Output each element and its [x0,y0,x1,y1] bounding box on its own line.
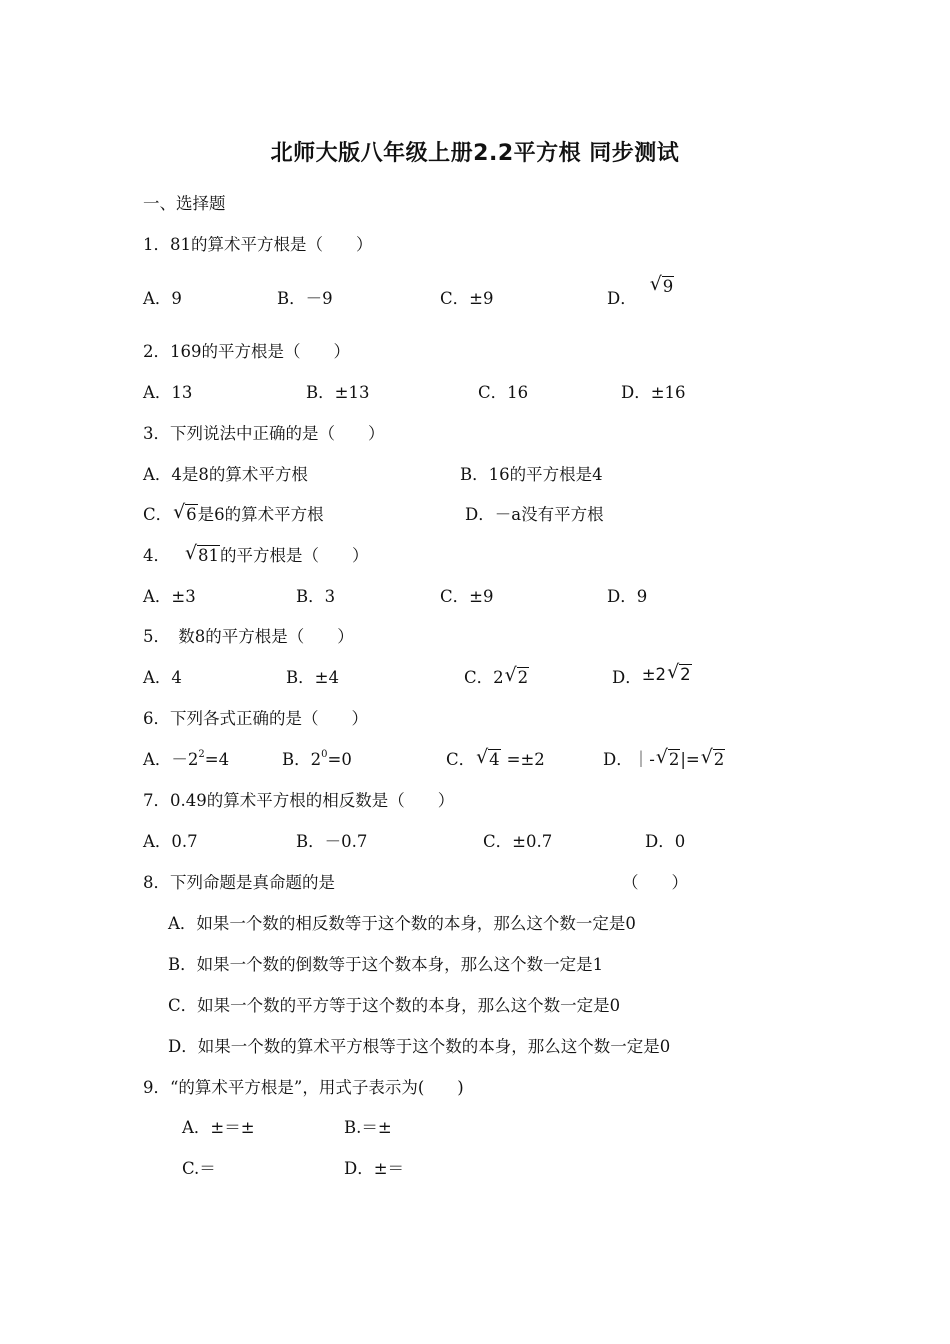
question-1-stem: 1．81的算术平方根是（ ） [143,235,373,254]
question-9-option-a: A．±＝± [182,1118,255,1137]
sqrt-symbol: √ 2 [668,663,692,687]
question-8-option-a: A．如果一个数的相反数等于这个数的本身，那么这个数一定是0 [168,914,636,933]
sqrt-symbol: √ 4 [477,748,501,772]
question-2-option-c: C．16 [478,383,529,402]
question-3-stem: 3．下列说法中正确的是（ ） [143,424,385,443]
question-2-option-d: D．±16 [621,383,686,402]
question-5-stem: 5． 数8的平方根是（ ） [143,627,354,646]
question-6-stem: 6．下列各式正确的是（ ） [143,709,368,728]
question-3-option-b: B．16的平方根是4 [460,465,603,484]
question-8-option-b: B．如果一个数的倒数等于这个数本身，那么这个数一定是1 [168,955,604,974]
question-3-option-d: D．－a没有平方根 [465,505,604,524]
question-5-option-c: C．2√ 2 [464,666,529,690]
sqrt-symbol: √ 9 [651,275,675,299]
question-8-stem: 8．下列命题是真命题的是 [143,873,335,892]
question-2-option-a: A．13 [143,383,193,402]
question-9-option-d: D．±＝ [344,1159,405,1178]
question-1-option-c: C．±9 [440,289,494,308]
question-5-option-d: D．±2√ 2 [612,666,692,690]
question-1-option-a: A．9 [143,289,182,308]
question-1-option-b: B．－9 [277,289,333,308]
question-4-option-b: B．3 [296,587,336,606]
question-3-option-c: C．√ 6是6的算术平方根 [143,503,324,527]
sqrt-symbol: √ 2 [657,748,681,772]
question-8-answer-paren: （ ） [622,873,688,892]
question-4-option-a: A．±3 [143,587,196,606]
sqrt-symbol: √ 2 [702,748,726,772]
sqrt-symbol: √ 6 [174,503,198,527]
question-6-option-b: B．$2^0=0$ [282,749,352,769]
section-heading: 一、选择题 [143,194,226,213]
question-7-option-c: C．±0.7 [483,832,553,851]
question-4-option-c: C．±9 [440,587,494,606]
sqrt-symbol: √ 2 [506,666,530,690]
question-7-stem: 7．0.49的算术平方根的相反数是（ ） [143,791,455,810]
question-6-option-a: A．$-2^2=4$ [143,749,230,769]
question-1-option-d: D．√ 9 [607,287,662,311]
question-2-stem: 2．169的平方根是（ ） [143,342,350,361]
question-2-option-b: B．±13 [306,383,370,402]
question-8-option-d: D．如果一个数的算术平方根等于这个数的本身，那么这个数一定是0 [168,1037,671,1056]
sqrt-symbol: √ 81 [186,544,220,568]
question-4-stem: 4．√ 81的平方根是（ ） [143,544,369,568]
question-4-option-d: D．9 [607,587,648,606]
question-8-option-c: C．如果一个数的平方等于这个数的本身，那么这个数一定是0 [168,996,621,1015]
question-7-option-a: A．0.7 [143,832,198,851]
question-9-option-c: C.＝ [182,1159,216,1178]
question-9-stem: 9．“的算术平方根是”，用式子表示为( ) [143,1078,464,1097]
document-title: 北师大版八年级上册2.2平方根 同步测试 [270,141,680,166]
question-5-option-a: A．4 [143,668,182,687]
question-6-option-d: D．｜-√ 2|=√ 2 [603,748,725,772]
question-7-option-b: B．－0.7 [296,832,368,851]
question-5-option-b: B．±4 [286,668,339,687]
question-9-option-b: B.＝± [344,1118,392,1137]
question-6-option-c: C．√ 4 =±2 [446,748,545,772]
question-7-option-d: D．0 [645,832,686,851]
question-3-option-a: A．4是8的算术平方根 [143,465,308,484]
